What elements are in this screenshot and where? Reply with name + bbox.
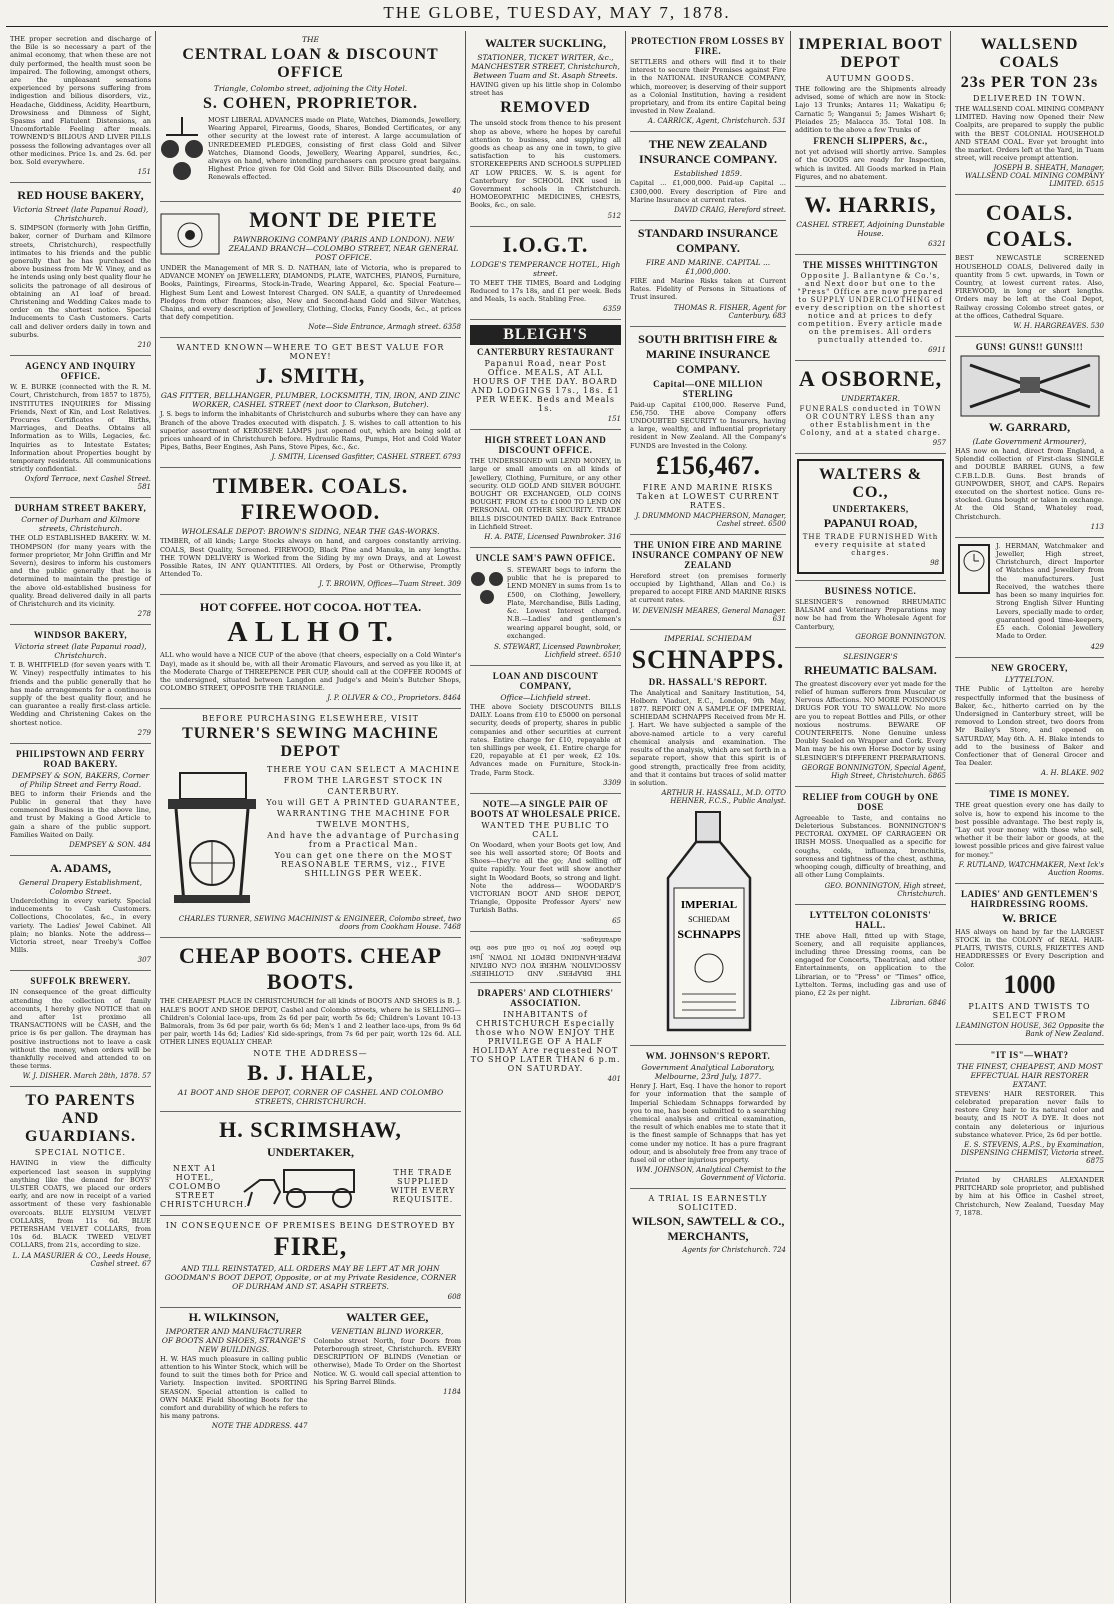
ad-body: S. STEWART begs to inform the public that he is prepared to LEND MONEY in sums from 1s to £500, on Clothing, Jewellery, Plate, Merchandise, Bills Lading, &c. Lowest Interest charged. N.B.—Ladies' and gentlemen's wearing apparel bought, sold, or exchanged. xyxy=(507,566,621,640)
ad-signature: E. S. STEVENS, A.P.S., by Examination, DISPENSING CHEMIST, Victoria street. 6875 xyxy=(960,1141,1104,1165)
fund-amount: £156,467. xyxy=(656,450,760,480)
ad-number: W. J. DISHER. March 28th, 1878. 57 xyxy=(22,1072,151,1081)
mont-de-piete-ad xyxy=(160,202,461,338)
ad-subtitle: IMPORTER AND MANUFACTURER OF BOOTS AND SHOES, STRANGE'S NEW BUILDINGS. xyxy=(161,1326,306,1354)
ad-title: WM. JOHNSON'S REPORT. xyxy=(645,1051,771,1062)
ad-body: ALL who would have a NICE CUP of the above (that cheers, especially on a Cold Winter's Day), made as it should be, with all their Aromatic Flavours, and served as you like it, at the Moderate Charge of THREEPENCE PER CUP, should call at the COFFEE ROOMS of the undersigned, situated between Langdon and Judge's and Mein's Butcher Shops, COLOMBO STREET, OPPOSITE THE TRIANGLE. xyxy=(160,651,461,693)
herman-watchmaker-ad xyxy=(955,538,1104,658)
mont-de-piete-emblem-icon xyxy=(160,213,220,255)
imperial-boot-depot-ad xyxy=(795,31,946,187)
ad-pretitle: IMPERIAL SCHIEDAM xyxy=(664,633,752,643)
lyttelton-hall-ad xyxy=(795,905,946,1014)
ad-body: not yet advised will shortly arrive. Samples of the GOODS are ready for Inspection, which is invited. All Goods marked in Plain Figures, and no abatement. xyxy=(795,148,946,181)
ad-number: 151 xyxy=(137,168,151,177)
ad-subtitle: FIRE AND MARINE. CAPITAL ... £1,000,000. xyxy=(645,258,771,277)
ad-body: HAVING given up his little shop in Colombo street has xyxy=(470,81,621,98)
ad-title: CENTRAL LOAN & DISCOUNT OFFICE xyxy=(182,46,439,81)
ad-signature: WM. JOHNSON, Analytical Chemist to the Government of Victoria. xyxy=(635,1166,786,1183)
ad-body: The unsold stock from thence to his present shop as above, where he hopes by careful attention to business, and supplying all goods as cheap as any one in town, to give satisfaction to his customers. STOREKEEPERS AND SCHOOLS SUPPLIED AT LOW PRICES. W. S. is agent for Canterbury for SCHOOL INK used in Government schools in Christchurch. HOMOEOPATHIC MEDICINES, CHESTS, Books, &c., on sale. xyxy=(470,119,621,210)
ad-title: RHEUMATIC BALSAM. xyxy=(804,662,937,677)
ad-caption: NOTE THE ADDRESS— xyxy=(253,1048,368,1058)
durham-bakery-ad xyxy=(10,498,151,625)
ad-number: L. LA MASURIER & CO., Leeds House, Cashel street. 67 xyxy=(12,1251,151,1268)
fire-notice-ad xyxy=(160,1216,461,1308)
bottle-label-line-1: IMPERIAL xyxy=(680,899,738,912)
ad-signature: A. H. BLAKE. 902 xyxy=(1040,769,1104,778)
ad-body: TIMBER, of all kinds; Large Stocks always on hand, and cargoes constantly arriving. COALS, Best Quality, Screened. FIREWOOD, Black Pine and Manuka, in any lengths. THE TOWN DELIVERY is Worked from the Siding by my own Drays, and at Lowest Possible Rates, IN ANY QUANTITIES. All Orders, by Post or Otherwise, Promptly Attended To. xyxy=(160,537,461,579)
ad-number: 429 xyxy=(1090,643,1104,652)
ad-body: J. HERMAN, Watchmaker and Jeweller, High street, Christchurch, direct Importer of Watches and Jewellery from the manufacturers. Just Received, the watches there has been so many inquiries for. Strong English Silver Hunting Levers, specially made to order, guaranteed good time-keepers, £5 each. Colonial Jewellery Made to Order. xyxy=(996,541,1104,641)
turner-sewing-ad xyxy=(160,709,461,938)
bilious-pills-ad xyxy=(10,31,151,183)
fire-protection-ad xyxy=(630,31,786,132)
ad-body: Capital ... £1,000,000. Paid-up Capital ... £300,000. Every description of Fire and Marine Insurance at current rates. xyxy=(630,179,786,204)
ad-number: 6359 xyxy=(603,305,621,314)
uncle-sams-ad xyxy=(470,548,621,666)
ad-subtitle: Triangle, Colombo street, adjoining the City Hotel. xyxy=(213,84,408,93)
ad-subtitle: UNDERTAKERS, xyxy=(832,504,909,515)
ad-number: Oxford Terrace, next Cashel Street. 581 xyxy=(24,475,151,492)
upside-down-ad xyxy=(470,932,621,983)
ad-title: WILSON, SAWTELL & CO., MERCHANTS, xyxy=(631,1214,785,1244)
ad-number: J. DRUMMOND MACPHERSON, Manager, Cashel street. 6500 xyxy=(635,511,786,528)
ad-body: The Analytical and Sanitary Institution, 54, Holborn Viaduct, E.C., London, 9th May, 1877. REPORT ON A SAMPLE OF IMPERIAL SCHIEDAM SCHNAPPS Received from Mr H. J. Hart. We have subjected a sample of the above-named article to a very careful chemical analysis and examination. The results of the analysis, which are set forth in a separate report, show that this spirit is of good strength, practically free from acidity, and that it contains but traces of solid matter in solution. xyxy=(630,688,786,787)
whittington-ad xyxy=(795,255,946,361)
ad-number: NOTE THE ADDRESS. 447 xyxy=(211,1422,308,1431)
ad-body: THE Public of Lyttelton are hereby respectfully informed that the business of Baker, &c., hitherto carried on by the Undersigned in Canterbury street, will be removed to London street, two doors from Mr Bailey's Store, and opened on SATURDAY, May 6th. A. H. Blake intends to add to the business of Baker and Confectioner that of General Grocer and Tea Dealer. xyxy=(955,685,1104,768)
ad-number: 151 xyxy=(607,415,621,424)
ad-body: FIRE and Marine Risks taken at Current Rates. Fidelity of Persons in Situations of Trust insured. xyxy=(630,277,786,302)
ad-title: FIRE, xyxy=(273,1231,348,1261)
printer-imprint: Printed by CHARLES ALEXANDER PRITCHARD sole proprietor, and published by him at his Office in Cashel street, Christchurch, New Zealand, Tuesday May 7, 1878. xyxy=(955,1176,1104,1217)
ad-body: HAS now on hand, direct from England, a Splendid collection of First-class SINGLE and DOUBLE BARREL GUNS, a few C.F.B.L.D.B. Guns. Best brands of GUNPOWDER, SHOT, and CAPS. Repairs executed on the shortest notice. Guns re-stocked. Guns bought or taken in exchange. At the Old Stand, Whateley road, Christchurch. xyxy=(955,447,1104,521)
ad-body: THE above Society DISCOUNTS BILLS DAILY. Loans from £10 to £5000 on personal security, deeds of property, shares in public companies and other securities at current rates. Entire charge for £10, repayable at ten shillings per week, £1. Entire charge for £20, repayable at £1 per week, £2 10s. Advances made on Furniture, Stock-in-Trade, Farm Stock. xyxy=(470,702,621,777)
bottle-icon xyxy=(638,808,778,1038)
philipstown-bakery-ad xyxy=(10,744,151,856)
ad-subtitle: LODGE'S TEMPERANCE HOTEL, High street. xyxy=(470,259,621,278)
ad-subtitle: Capital—ONE MILLION STERLING xyxy=(653,378,763,399)
masthead xyxy=(6,0,1108,27)
ad-line: You will GET A PRINTED GUARANTEE, xyxy=(266,798,461,808)
ad-line: And have the advantage of Purchasing from a Practical Man. xyxy=(267,831,460,850)
removed-heading: REMOVED xyxy=(500,99,591,117)
ad-title: WINDSOR BAKERY, xyxy=(33,630,128,641)
ad-title: J. SMITH, xyxy=(255,363,366,389)
ad-signature: ARTHUR H. HASSALL, M.D. OTTO HEHNER, F.C.S., Public Analyst. xyxy=(661,789,786,806)
ad-title: UNCLE SAM'S PAWN OFFICE. xyxy=(475,553,616,564)
ad-title: WALLSEND COALS xyxy=(980,36,1079,71)
schnapps-ad xyxy=(630,630,786,1046)
ad-number: J. SMITH, Licensed Gasfitter, CASHEL STREET. 6793 xyxy=(271,453,461,462)
ad-title: A OSBORNE, xyxy=(798,366,943,392)
woodard-boots-ad xyxy=(470,794,621,932)
ad-caption: IN CONSEQUENCE OF PREMISES BEING DESTROYED BY xyxy=(165,1220,456,1230)
ad-title: WALTERS & CO., xyxy=(818,466,923,502)
ad-subtitle: AUTUMN GOODS. xyxy=(826,74,915,83)
ad-caption: FRENCH SLIPPERS, &c., xyxy=(813,136,928,147)
ad-title: SUFFOLK BREWERY. xyxy=(30,976,131,987)
column-3 xyxy=(466,31,626,1603)
ad-signature: GEO. BONNINGTON, High street, Christchurch. xyxy=(824,881,946,898)
ad-number: 40 xyxy=(452,187,461,195)
ad-line: You can get one there on the MOST REASONABLE TERMS, viz., FIVE SHILLINGS PER WEEK. xyxy=(274,851,453,879)
ad-caption: HOT COFFEE. HOT COCOA. HOT TEA. xyxy=(199,600,422,615)
ad-subtitle: Victoria Street (late Papanui Road), Christchurch. xyxy=(12,205,149,224)
south-british-ad xyxy=(630,327,786,535)
ad-body: UNDER the Management of MR S. D. NATHAN, late of Victoria, who is prepared to ADVANCE MONEY on JEWELLERY, DIAMONDS, PLATE, WATCHES, PIANOS, Furniture, Books, Paintings, Firearms, Stock-in-Trade, Wearing Apparel, &c. Special Feature—Highest Sum Lent and Lowest Interest Charged. ON SALE, a quantity of Unredeemed Pledges from other finances; also, New and Second-hand Gold and Silver Watches, Chains, and every description of Jewellery, Clothing, Clocks, Fancy Goods, &c., at prices that defy competition. xyxy=(160,264,461,322)
loan-discount-ad xyxy=(470,666,621,794)
ad-title: DURHAM STREET BAKERY, xyxy=(14,503,147,514)
ad-line: WARRANTING THE MACHINE FOR xyxy=(276,809,451,819)
sewing-machine-icon xyxy=(160,763,260,913)
imprint xyxy=(955,1172,1104,1222)
ad-caption: PLAITS AND TWISTS TO SELECT FROM xyxy=(968,1001,1091,1020)
schnapps-bottle-illustration xyxy=(630,808,786,1038)
wilkinson-ad xyxy=(160,1308,308,1433)
ad-subtitle: Corner of Durham and Kilmore streets, Christchurch. xyxy=(21,515,140,534)
new-grocery-ad xyxy=(955,658,1104,784)
inverted-ad-text: THE DRAPERS' AND CLOTHIERS' ASSOCIATION. WHERE YOU CAN OBTAIN PAPER-HANGING DEPOT IN TOWN. Just the place for you to call and see the advantages. xyxy=(470,935,621,977)
ad-signature: W. H. HARGREAVES. 530 xyxy=(1013,322,1104,331)
ad-body: Henry J. Hart, Esq. I have the honor to report for your information that the sample of Imperial Schiedam Schnapps forwarded by you to me, has been submitted to a searching chemical analysis and critical examination, the result of which enables me to state that it is the finest sample of Schnapps that has yet come under my notice. It has a pure fragrant odour, and is absolutely free from any trace of fusel oil or other injurious property. xyxy=(630,1082,786,1164)
ad-title: TO PARENTS AND GUARDIANS. xyxy=(25,1092,136,1146)
ad-body: H. W. HAS much pleasure in calling public attention to his Winter Stock, which will be found to suit the times both for Price and Variety. Inspection invited. SPORTING SEASON. Special attention is called to OWN MAKE Field Shooting Boots for the comfort and durability of which he refers to his many patrons. xyxy=(160,1354,308,1421)
ad-subtitle: LYTTELTON. xyxy=(1004,675,1055,685)
iogt-ad xyxy=(470,227,621,321)
newspaper-columns xyxy=(6,31,1108,1603)
ad-subtitle: GAS FITTER, BELLHANGER, PLUMBER, LOCKSMITH, TIN, IRON, AND ZINC WORKER, CASHEL STREET (next door to Clarkson, Butcher). xyxy=(160,391,461,410)
red-house-bakery-ad xyxy=(10,183,151,356)
ad-signature: F. RUTLAND, WATCHMAKER, Next Ick's Auction Rooms. xyxy=(958,860,1104,877)
proprietor-name: W. BRICE xyxy=(1002,910,1057,925)
ad-body: THE great question every one has daily to solve is, how to expend his income to the best possible advantage. The best reply is, "Lay out your money with those who sell, whether it be their labor or goods, at the lowest possible prices and give fairest value for money." xyxy=(955,801,1104,859)
ad-title: RELIEF from COUGH by ONE DOSE xyxy=(802,791,939,812)
coals-ad xyxy=(955,195,1104,337)
column-1 xyxy=(6,31,156,1603)
ad-subtitle: CANTERBURY RESTAURANT xyxy=(477,347,614,358)
ad-body: BEST NEWCASTLE SCREENED HOUSEHOLD COALS, Delivered daily in quantity from 5 cwt. upwards, in Town or Country, at lowest current rates. Also, FIREWOOD, in long or short lengths. Orders may be left at the Coal Depot, Railway crossing Colombo street gates, or at the offices, Cathedral Square. xyxy=(955,254,1104,320)
adams-drapery-ad xyxy=(10,856,151,971)
pawnbroker-balls-icon xyxy=(160,115,204,185)
ad-subtitle: THE FINEST, CHEAPEST, AND MOST EFFECTUAL HAIR RESTORER EXTANT. xyxy=(956,1061,1103,1089)
ad-number: S. STEWART, Licensed Pawnbroker, Lichfield street. 6510 xyxy=(494,642,621,659)
ad-line: FROM THE LARGEST STOCK IN xyxy=(283,776,444,786)
ad-title: LADIES' AND GENTLEMEN'S HAIRDRESSING ROOMS. xyxy=(960,888,1099,909)
ad-title: BLEIGH'S xyxy=(470,325,621,345)
ad-body: INHABITANTS of CHRISTCHURCH Especially those who NOW ENJOY THE PRIVILEGE OF A HALF HOLIDAY Are requested NOT TO SHOP LATER THAN 6 p.m. ON SATURDAY. xyxy=(470,1009,621,1073)
ad-title: SOUTH BRITISH FIRE & MARINE INSURANCE COMPANY. xyxy=(638,331,778,376)
ad-subtitle: PAWNBROKING COMPANY (PARIS AND LONDON). NEW ZEALAND BRANCH—COLOMBO STREET, NEAR GENERAL POST OFFICE. xyxy=(228,235,459,262)
business-notice-ad xyxy=(795,581,946,648)
time-is-money-ad xyxy=(955,784,1104,883)
ad-subtitle: Victoria street (late Papanui road), Christchurch. xyxy=(14,642,147,661)
wilson-sawtell-ad xyxy=(630,1189,786,1260)
timber-coals-ad xyxy=(160,468,461,595)
parents-guardians-ad xyxy=(10,1087,151,1273)
ad-number: 1184 xyxy=(443,1387,461,1396)
hair-restorer-ad xyxy=(955,1045,1104,1172)
ad-number: 210 xyxy=(137,341,151,350)
ad-title: STANDARD INSURANCE COMPANY. xyxy=(637,226,779,256)
ad-number: J. T. BROWN, Offices—Tuam Street. 309 xyxy=(319,580,461,589)
ad-title: DRAPERS' AND CLOTHIERS' ASSOCIATION. xyxy=(477,987,614,1008)
ad-title: I.O.G.T. xyxy=(502,231,589,257)
ad-subtitle: UNDERTAKER, xyxy=(266,1144,355,1159)
central-loan-ad xyxy=(160,31,461,202)
ad-subtitle: CASHEL STREET, Adjoining Dunstable House. xyxy=(796,220,945,239)
ad-body: THE CHEAPEST PLACE IN CHRISTCHURCH for all kinds of BOOTS AND SHOES is B. J. HALE'S BOOT AND SHOE DEPOT, Cashel and Colombo streets, where he is SELLING— Children's Colonial lace-ups, from 2s 6d per pair, worth 5s 6d; Children's Lovant 10-13 Balmorals, from 3s 6d per pair, worth 6s 6d; Men's 1 and 2 leather lace-ups, from 9s 6d per pair, worth 14s 6d; Ladies' Kid side-springs, from 7s 6d per pair, worth 12s 6d. ALL OTHER LINES EQUALLY CHEAP. xyxy=(160,997,461,1047)
walters-undertakers-ad xyxy=(795,454,946,581)
ad-title: GUNS! GUNS!! GUNS!!! xyxy=(975,342,1084,353)
ad-body: THE OLD ESTABLISHED BAKERY. W. M. THOMPSON (for many years with the former proprietor, Mr John Griffin and Mr Severn), desires to inform his customers and the public generally that he is determined to maintain the prestige of the above old-established business for quality. Bread delivered daily in all parts of Christchurch and its vicinity. xyxy=(10,534,151,608)
ad-title: NOTE—A SINGLE PAIR OF BOOTS AT WHOLESALE PRICE. xyxy=(470,798,621,819)
ad-title: SCHNAPPS. xyxy=(631,644,785,674)
ad-number: 3309 xyxy=(603,778,621,787)
ad-number: 279 xyxy=(137,728,151,737)
proprietor-name: B. J. HALE, xyxy=(247,1059,374,1085)
ad-title: LYTTELTON COLONISTS' HALL. xyxy=(809,909,932,930)
union-insurance-ad xyxy=(630,535,786,630)
nz-insurance-ad xyxy=(630,132,786,221)
ad-number: H. A. PATE, Licensed Pawnbroker. 316 xyxy=(484,533,621,542)
ad-number: A. CARRICK, Agent, Christchurch. 531 xyxy=(647,117,786,126)
ad-title: A L L H O T. xyxy=(227,617,394,649)
ad-title: TIME IS MONEY. xyxy=(989,789,1070,800)
ad-body: Papanui Road, near Post Office. MEALS, AT ALL HOURS OF THE DAY. BOARD AND LODGINGS 17s., 18s. £1 PER WEEK. Beds and Meals 1s. xyxy=(471,359,620,414)
cough-relief-ad xyxy=(795,787,946,905)
ad-subtitle: UNDERTAKER. xyxy=(840,394,900,404)
ad-address: PAPANUI ROAD, xyxy=(823,516,918,531)
w-harris-ad xyxy=(795,187,946,255)
ad-number: CHARLES TURNER, SEWING MACHINIST & ENGINEER, Colombo street, two doors from Cookham House. 7468 xyxy=(178,915,461,932)
ad-number: 401 xyxy=(607,1074,621,1083)
ad-body: MOST LIBERAL ADVANCES made on Plate, Watches, Diamonds, Jewellery, Wearing Apparel, Firearms, Goods, Shares, Bonded Certificates, or any other security at the lowest rate of interest. A large accumulation of UNREDEEMED PLEDGES, consisting of first class Gold and Silver Watches, Diamond Goods, Jewellery, Wearing Apparel, sundries, &c., always on hand, where intending purchasers can procure great bargains. Highest Price given for Old Gold and Silver. Bills Discounted daily, and Renewals effected. xyxy=(208,116,461,182)
ad-body: THE above Hall, fitted up with Stage, Scenery, and all requisite appliances, including three Dressing rooms, can be engaged for Concerts, Theatrical, and other Entertainments, on application to the Librarian, or to "Press" or "Times" office, Lyttelton. Terms, including gas and use of piano, £2 2s per night. xyxy=(795,931,946,997)
ad-address: NEXT A1 HOTEL, COLOMBO STREET CHRISTCHURCH. xyxy=(160,1163,248,1209)
osborne-undertaker-ad xyxy=(795,361,946,454)
drapers-association-ad xyxy=(470,983,621,1089)
ad-subtitle: WANTED THE PUBLIC TO CALL xyxy=(481,820,610,839)
ad-title: THE MISSES WHITTINGTON xyxy=(802,260,939,271)
column-6 xyxy=(951,31,1108,1603)
ad-number: GEORGE BONNINGTON, Special Agent, High Street, Christchurch. 6865 xyxy=(801,763,946,780)
ad-subtitle: DEMPSEY & SON, BAKERS, Corner of Philip Street and Ferry Road. xyxy=(11,770,150,789)
ad-title: PROTECTION FROM LOSSES BY FIRE. xyxy=(631,36,785,56)
guns-ad xyxy=(955,337,1104,538)
ad-subtitle: General Drapery Establishment, Colombo Street. xyxy=(19,878,142,896)
ad-title: CHEAP BOOTS. CHEAP BOOTS. xyxy=(178,943,443,995)
ad-number: Note—Side Entrance, Armagh street. 6358 xyxy=(308,323,461,332)
ad-subtitle: DELIVERED IN TOWN. xyxy=(972,94,1086,103)
high-street-loan-ad xyxy=(470,430,621,548)
standard-insurance-ad xyxy=(630,221,786,327)
ad-title: MONT DE PIETE xyxy=(249,207,438,232)
ad-title: THE UNION FIRE AND MARINE INSURANCE COMPANY OF NEW ZEALAND xyxy=(632,539,784,570)
ad-body: Hereford street (on premises formerly occupied by Lighthand, Allan and Co.) is prepared to accept FIRE AND MARINE RISKS at current rates. xyxy=(630,571,786,605)
ad-title: BUSINESS NOTICE. xyxy=(824,586,917,597)
ad-body: STEVENS' HAIR RESTORER. This celebrated preparation never fails to restore Grey hair to its natural color and beauty, and IS NOT A DYE. It does not contain any deleterious or injurious substance whatever. Price, 2s 6d per bottle. xyxy=(955,1089,1104,1139)
ad-title: IMPERIAL BOOT DEPOT xyxy=(798,36,943,71)
wallsend-coals-ad xyxy=(955,31,1104,195)
ad-body: Colombo street North, four Doors from Peterborough street, Christchurch. EVERY DESCRIPTION OF BLINDS (Venetian or otherwise), Made To Order on the Shortest Notice. W. G. would call special attention to his Spring Barrel Blinds. xyxy=(313,1336,461,1386)
ad-body: T. B. WHITFIELD (for seven years with T. W. Viney) respectfully intimates to his friends and the public generally that he has made arrangements for a continuous supply of the best quality flour, and he can guarantee a really first-class article. Wedding and Christening Cakes on the shortest notice. xyxy=(10,661,151,727)
ad-body: HAS always on hand by far the LARGEST STOCK in the COLONY of REAL HAIR-PLAITS, TWISTS, CURLS, FRIZETTES AND HEADDRESSES Of Every Description and Color. xyxy=(955,927,1104,969)
ad-number: 608 xyxy=(447,1292,461,1301)
ad-title: "IT IS"—WHAT? xyxy=(990,1049,1069,1060)
ad-number: 278 xyxy=(137,610,151,619)
ad-pretitle: SLESINGER'S xyxy=(843,651,898,661)
ad-title: NEW GROCERY, xyxy=(991,663,1068,674)
ad-title: W. HARRIS, xyxy=(804,192,937,218)
walter-gee-ad xyxy=(314,1308,462,1433)
ad-subtitle: Established 1859. xyxy=(673,169,743,179)
ad-title: RED HOUSE BAKERY, xyxy=(17,188,144,203)
ad-number: 307 xyxy=(137,956,151,965)
ad-body: On Woodard, when your Boots get low, And see his well assorted store; Of Boots and Shoes—they're all the go; And selling off quite rapidly. Your feet will show another sight In Woodard Boots, so strong and light. Note the address— WOODARD'S VICTORIAN BOOT AND SHOE DEPOT, Triangle, Opposite Professor Ayers' new Turkish Baths. xyxy=(470,840,621,915)
ad-subtitle: VENETIAN BLIND WORKER, xyxy=(331,1326,444,1336)
cheap-boots-ad xyxy=(160,938,461,1111)
ad-signature: GEORGE BONNINGTON. xyxy=(855,632,946,641)
ad-body: TO MEET THE TIMES, Board and Lodging Reduced to 17s 18s, and £1 per week. Beds and Meals, 1s each. Stabling Free. xyxy=(470,278,621,304)
clock-icon xyxy=(955,541,993,597)
column-4 xyxy=(626,31,791,1603)
ad-title: WALTER GEE, xyxy=(346,1309,429,1324)
bottle-label-line-3: SCHNAPPS xyxy=(677,927,741,942)
bottle-label-line-2: SCHIEDAM xyxy=(688,915,730,925)
agency-inquiry-ad xyxy=(10,356,151,498)
ad-subtitle: DR. HASSALL'S REPORT. xyxy=(648,676,768,687)
ad-subtitle: Government Analytical Laboratory, Melbourne, 23rd July, 1877. xyxy=(641,1063,775,1082)
ad-title: WALTER SUCKLING, xyxy=(485,36,606,50)
ad-signature: JOSEPH B. SHEATH, Manager, WALLSEND COAL MINING COMPANY LIMITED. 6515 xyxy=(965,164,1104,189)
ad-number: 113 xyxy=(1090,522,1104,531)
ad-number: DEMPSEY & SON. 484 xyxy=(69,841,151,849)
ad-body: Underclothing in every variety. Special inducements to Cash Customers. Collections, Chocolates, &c., in every variety. The Ladies' Jewel Cabinet. All plain; no blanks. Note the address—Victoria street, near Treeby's Coffee Mills. xyxy=(10,897,151,955)
ad-number: 512 xyxy=(607,211,621,220)
ad-body: Agreeable to Taste, and contains no Deleterious Substances. BONNINGTON'S PECTORAL OXYMEL OF CARRAGEEN OR IRISH MOSS. Unequalled as a specific for coughs, colds, influenza, bronchitis, soreness and tightness of the chest, asthma, whooping cough, difficulty of breathing, and all other Lung Complaints. xyxy=(795,813,946,880)
ad-number: Librarian. 6846 xyxy=(890,999,946,1008)
ad-number: 6321 xyxy=(928,240,946,249)
ad-caption: WANTED KNOWN—WHERE TO GET BEST VALUE FOR MONEY! xyxy=(176,343,445,362)
ad-caption: FIRE AND MARINE RISKS Taken at LOWEST CURRENT RATES. xyxy=(636,482,780,510)
hearse-carriage-icon xyxy=(234,1162,384,1210)
ad-body: Opposite J. Ballantyne & Co.'s, and Next door but one to the "Press" Office are now prepared to SUPPLY UNDERCLOTHING of every description on the shortest notice and at prices to defy competition. Every article made on the premises. All orders punctually attended to. xyxy=(795,272,946,345)
ad-note: THE TRADE SUPPLIED WITH EVERY REQUISITE. xyxy=(390,1168,456,1205)
ad-body: The greatest discovery ever yet made for the relief of human sufferers from Muscular or Nervous Affections. NO MORE POISONOUS DRUGS FOR YOU TO SWALLOW. No more are you to repeat Bottles and Pills, or other noxious nostrums. BEWARE OF COUNTERFEITS. None Genuine unless Doubly Sealed on Wrapper and Cork. Every Man may be his own Horse Doctor by using SLESINGER'S DIFFERENT PREPARATIONS. xyxy=(795,679,946,762)
coal-price: 23s PER TON 23s xyxy=(960,74,1099,91)
ad-body: J. S. begs to inform the inhabitants of Christchurch and suburbs where they can have any Branch of the above Trades executed with dispatch. J. S. wishes to call attention to his superior assortment of KEROSENE LAMPS just opened out, which are being sold at prices unheard of in Christchurch before. Hydraulic Rams, Pumps, Hot and Cold Water Pipes, Baths, Beer Engines, Ash Pans, Stove Pipes, &c., &c. xyxy=(160,410,461,452)
ad-body: THE following are the Shipments already advised, some of which are now in Stock: Lajo 13 Trunks; Antares 11; Wakatipu 6; Carnatic 5; Wanganui 5; James Wishart 6; Pleiades 25; Malacca 35. Total 108. In addition to the above a few Trunks of xyxy=(795,85,946,135)
ad-number: 6911 xyxy=(928,346,946,355)
suffolk-brewery-ad xyxy=(10,971,151,1087)
ad-subtitle: WHOLESALE DEPOT: BROWN'S SIDING, NEAR THE GAS-WORKS. xyxy=(181,527,440,537)
ad-number: 957 xyxy=(932,439,946,448)
plaits-count: 1000 xyxy=(1003,969,1056,999)
rifles-icon xyxy=(960,355,1100,417)
ad-title: THE NEW ZEALAND INSURANCE COMPANY. xyxy=(638,137,777,167)
ad-number: J. P. OLIVER & CO., Proprietors. 8464 xyxy=(327,694,461,703)
ad-title: TURNER'S SEWING MACHINE DEPOT xyxy=(182,725,439,761)
ad-title: H. SCRIMSHAW, xyxy=(219,1116,402,1142)
ad-subtitle: SPECIAL NOTICE. xyxy=(34,1148,127,1158)
ad-address: LEAMINGTON HOUSE, 362 Opposite the Bank of New Zealand. xyxy=(955,1021,1104,1038)
ad-body: THE proper secretion and discharge of the Bile is so necessary a part of the animal economy, that when these are not duly performed, the health must soon be impaired. The following, amongst others, are the unpleasant sensations experienced by persons suffering from indigestion and bilious disorders, viz., Headache, Giddiness, Acidity, Heartburn, Drowsiness and Dimness of Sight, Spasms and Flatulent Distensions, an Uncomfortable Feeling after meals. TOWNEND'S BILIOUS AND LIVER PILLS possess the following advantages over all other medicines. Price 1s. and 2s. 6d. per box. Sold everywhere. xyxy=(10,35,151,167)
ad-line: CANTERBURY. xyxy=(327,787,400,797)
bottom-ads-row xyxy=(160,1308,461,1433)
proprietor-name: W. GARRARD, xyxy=(988,420,1071,435)
ad-body: AND TILL REINSTATED, ALL ORDERS MAY BE LEFT AT MR JOHN GOODMAN'S BOOT DEPOT, Opposite, or at my Private Residence, CORNER OF DURHAM AND ST. ASAPH STREETS. xyxy=(164,1263,457,1291)
ad-title: TIMBER. COALS. FIREWOOD. xyxy=(212,473,409,525)
brice-hairdressing-ad xyxy=(955,884,1104,1045)
ad-body: THE WALLSEND COAL MINING COMPANY LIMITED. Having now Opened their New Coalpits, are prepared to supply the public with the BEST COLONIAL HOUSEHOLD AND STEAM COAL. Ever yet brought into the market. Orders left at the Yard, in Tuam street, will receive prompt attention. xyxy=(955,105,1104,163)
ad-caption: A TRIAL IS EARNESTLY SOLICITED. xyxy=(648,1194,768,1213)
ad-body: FUNERALS conducted in TOWN OR COUNTRY LESS than any other Establishment in the Colony, and at a stated charge. xyxy=(799,405,942,438)
ad-number: Agents for Christchurch. 724 xyxy=(682,1246,786,1255)
ad-body: Paid-up Capital £100,000. Reserve Fund, £56,750. THE above Company offers UNDOUBTED SECURITY to Insurers, having a large, wealthy, and influential proprietary resident in New Zealand. All the Company's FUNDS are Invested in the Colony. xyxy=(630,400,786,450)
ad-title: A. ADAMS, xyxy=(49,861,111,875)
ad-address: A1 BOOT AND SHOE DEPOT, CORNER OF CASHEL AND COLOMBO STREETS, CHRISTCHURCH. xyxy=(177,1087,444,1106)
ad-body: BEG to inform their Friends and the Public in general that they have commenced Business in the above line, and trust by Making a Good Article to gain a share of the public support. Families Waited on Daily. xyxy=(10,789,151,839)
ad-line: TWELVE MONTHS, xyxy=(316,820,411,830)
column-5 xyxy=(791,31,951,1603)
ad-pretitle: THE xyxy=(301,35,320,44)
ad-title: PHILIPSTOWN AND FERRY ROAD BAKERY. xyxy=(15,748,146,769)
ad-body: SETTLERS and others will find it to their interest to secure their Premises against Fire in the NATIONAL INSURANCE COMPANY, which, moreover, is deserving of their support as a Colonial Institution, having a resident proprietary, and from its entire Capital being invested in New Zealand. xyxy=(630,58,786,116)
ad-body: IN consequence of the great difficulty attending the collection of family accounts, I hereby give NOTICE that on and after 1st proximo all TRANSACTIONS will be CASH, and the price is 6s per gallon. The drayman has positive instructions not to leave a cask without the money, when orders will be thankfully received and attended to on these terms. xyxy=(10,988,151,1071)
ad-line: THERE YOU CAN SELECT A MACHINE xyxy=(267,765,460,775)
pawnbroker-balls-icon xyxy=(470,565,504,619)
johnson-report-ad xyxy=(630,1046,786,1189)
ad-body: THE TRADE FURNISHED With every requisite at stated charges. xyxy=(802,533,939,558)
column-2 xyxy=(156,31,466,1603)
masthead-title: THE GLOBE, TUESDAY, MAY 7, 1878. xyxy=(383,3,731,22)
ad-number: DAVID CRAIG, Hereford street. xyxy=(674,206,786,215)
ad-caption: BEFORE PURCHASING ELSEWHERE, VISIT xyxy=(201,714,420,724)
bleigh-restaurant-ad xyxy=(470,320,621,430)
ad-body: HAVING in view the difficulty experienced last season in supplying anything like the demand for BOYS' ULSTER COATS, we placed our orders early, and are now in receipt of a varied assortment of these very fashionable overcoats. BLUE ELYSIUM VELVET COLLARS, from 11s 6d. BLUE PETERSHAM VELVET COLLARS, from 10s 6d. BLACK TWEED VELVET COLLARS, from 21s, according to size. xyxy=(10,1159,151,1250)
ad-body: S. SIMPSON (formerly with John Griffin, baker, corner of Durham and Kilmore streets, Christchurch), respectfully intimates to his friends and the public generally that he has purchased the above business from Mr W. Viney, and as he intends using only best quality flour he solicits the patronage of all desirous of obtaining an A1 loaf of bread. Christening and Wedding Cakes made to order on the shortest notice. Special Inducements to Cash Customers. Carts call and deliver orders daily in town and suburbs. xyxy=(10,224,151,339)
scrimshaw-undertaker-ad xyxy=(160,1112,461,1216)
ad-subtitle: STATIONER, TICKET WRITER, &c., MANCHESTER STREET, Christchurch, Between Tuam and St. Asaph Streets. xyxy=(471,53,620,80)
rheumatic-balsam-ad xyxy=(795,648,946,787)
all-hot-ad xyxy=(160,595,461,709)
ad-subtitle: (Late Government Armourer), xyxy=(972,437,1087,447)
ad-title: LOAN AND DISCOUNT COMPANY, xyxy=(492,670,599,691)
ad-number: W. DEVENISH MEARES, General Manager. 631 xyxy=(632,606,786,623)
guns-illustration xyxy=(955,355,1104,417)
suckling-ad xyxy=(470,31,621,227)
ad-number: 98 xyxy=(930,559,939,568)
j-smith-ad xyxy=(160,338,461,468)
ad-number: THOMAS R. FISHER, Agent for Canterbury. 683 xyxy=(673,303,786,320)
ad-title: H. WILKINSON, xyxy=(188,1309,279,1324)
proprietor-name: S. COHEN, PROPRIETOR. xyxy=(203,95,418,112)
ad-body: W. E. BURKE (connected with the R. M. Court, Christchurch, from 1857 to 1875), INSTITUTES INQUIRIES for Missing Friends, Next of Kin, and Lost Relatives. Procures Certificates of Births, Marriages, and Deaths. Obtains all Information as to Wills, Legacies, &c. Inquiries as to Intestate Estates; Information about Properties bought by temporary residents. All communications strictly confidential. xyxy=(10,383,151,474)
ad-body: SLESINGER'S renowned RHEUMATIC BALSAM and Veterinary Preparations may now be had from the Wholesale Agent for Canterbury, xyxy=(795,598,946,631)
ad-number: 65 xyxy=(612,916,621,925)
ad-subtitle: Office—Lichfield street. xyxy=(500,692,591,702)
ad-title: COALS. COALS. xyxy=(985,200,1074,252)
ad-body: THE UNDERSIGNED will LEND MONEY, in large or small amounts on all kinds of Jewellery, Clothing, Furniture, or any other security. OLD GOLD AND SILVER BOUGHT. BOUGHT OR EXCHANGED, OLD COINS BOUGHT. FROM £5 to £1000 TO LEND ON PERSONAL OR OTHER SECURITY. TRADE BILLS DISCOUNTED DAILY. Back Entrance in Lichfield Street. xyxy=(470,457,621,531)
ad-title: HIGH STREET LOAN AND DISCOUNT OFFICE. xyxy=(484,435,607,456)
windsor-bakery-ad xyxy=(10,625,151,744)
ad-title: AGENCY AND INQUIRY OFFICE. xyxy=(25,361,136,382)
